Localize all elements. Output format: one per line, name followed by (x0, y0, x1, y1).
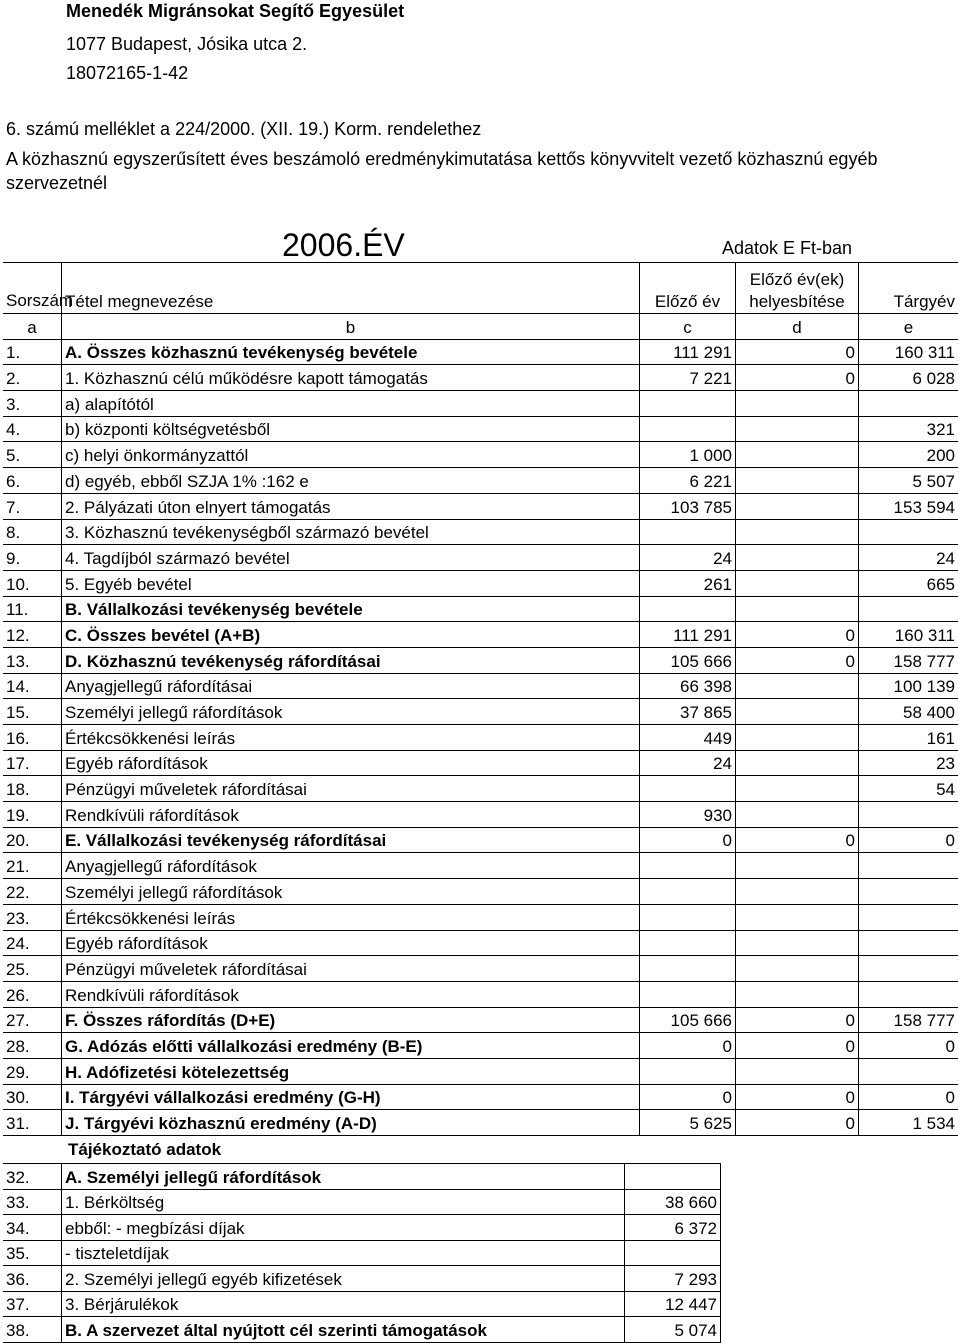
row-previous-year: 0 (640, 1033, 736, 1059)
row-number: 19. (3, 802, 62, 828)
row-number: 17. (3, 750, 62, 776)
row-number: 6. (3, 468, 62, 494)
row-number: 12. (3, 622, 62, 648)
info-row-number: 36. (3, 1266, 62, 1292)
row-label: Személyi jellegű ráfordítások (62, 699, 640, 725)
table-row (3, 647, 958, 673)
row-previous-year: 103 785 (640, 493, 736, 519)
table-row (3, 1058, 958, 1084)
row-previous-year: 930 (640, 802, 736, 828)
column-letter-c: c (640, 314, 736, 340)
row-label: F. Összes ráfordítás (D+E) (62, 1007, 640, 1033)
table-row (3, 853, 958, 879)
row-current-year: 200 (859, 442, 959, 468)
table-row (3, 827, 958, 853)
row-correction (736, 904, 859, 930)
organization-name: Menedék Migránsokat Segítő Egyesület (66, 1, 405, 21)
row-label: Pénzügyi műveletek ráfordításai (62, 956, 640, 982)
row-correction (736, 956, 859, 982)
row-label: Értékcsökkenési leírás (62, 725, 640, 751)
annex-reference: 6. számú melléklet a 224/2000. (XII. 19.) Korm. rendelethez (6, 119, 482, 139)
row-correction: 0 (736, 647, 859, 673)
row-previous-year (640, 956, 736, 982)
unit-note: Adatok E Ft-ban (722, 238, 853, 258)
info-row-label: B. A szervezet által nyújtott cél szerinti támogatások (62, 1317, 625, 1343)
row-number: 16. (3, 725, 62, 751)
row-label: Értékcsökkenési leírás (62, 904, 640, 930)
table-row (3, 339, 958, 365)
table-row (3, 622, 958, 648)
row-number: 23. (3, 904, 62, 930)
info-row-label: 1. Bérköltség (62, 1189, 625, 1215)
row-previous-year: 449 (640, 725, 736, 751)
table-row (3, 725, 958, 751)
row-label: b) központi költségvetésből (62, 416, 640, 442)
table-row (3, 468, 958, 494)
row-label: 3. Közhasznú tevékenységből származó bevétel (62, 519, 640, 545)
column-letter-b: b (62, 314, 640, 340)
table-row (3, 981, 958, 1007)
table-row (3, 802, 958, 828)
info-row-label: 2. Személyi jellegű egyéb kifizetések (62, 1266, 625, 1292)
table-row (3, 673, 958, 699)
row-current-year: 0 (859, 1033, 959, 1059)
table-row (3, 879, 958, 905)
row-previous-year (640, 981, 736, 1007)
row-number: 15. (3, 699, 62, 725)
row-label: 4. Tagdíjból származó bevétel (62, 545, 640, 571)
row-previous-year (640, 596, 736, 622)
row-number: 9. (3, 545, 62, 571)
row-number: 31. (3, 1110, 62, 1136)
table-row (3, 416, 958, 442)
row-previous-year: 66 398 (640, 673, 736, 699)
row-current-year (859, 391, 959, 417)
info-row-label: 3. Bérjárulékok (62, 1291, 625, 1317)
row-previous-year (640, 1058, 736, 1084)
info-row-number: 38. (3, 1317, 62, 1343)
row-current-year: 0 (859, 827, 959, 853)
info-table (3, 1163, 721, 1343)
row-number: 18. (3, 776, 62, 802)
organization-tax-id: 18072165-1-42 (66, 63, 189, 83)
row-correction (736, 468, 859, 494)
row-number: 29. (3, 1058, 62, 1084)
row-current-year: 58 400 (859, 699, 959, 725)
row-number: 21. (3, 853, 62, 879)
row-previous-year (640, 416, 736, 442)
table-row (3, 519, 958, 545)
header-serial: Sorszám (3, 263, 62, 314)
row-correction (736, 570, 859, 596)
row-previous-year: 105 666 (640, 647, 736, 673)
row-current-year (859, 596, 959, 622)
row-current-year (859, 519, 959, 545)
info-row-number: 34. (3, 1215, 62, 1241)
row-label: Egyéb ráfordítások (62, 930, 640, 956)
row-previous-year: 0 (640, 827, 736, 853)
info-row-number: 37. (3, 1291, 62, 1317)
row-current-year (859, 879, 959, 905)
row-current-year: 24 (859, 545, 959, 571)
table-row (3, 1084, 958, 1110)
info-row-label: ebből: - megbízási díjak (62, 1215, 625, 1241)
row-label: Rendkívüli ráfordítások (62, 802, 640, 828)
row-correction: 0 (736, 1110, 859, 1136)
header-correction: Előző év(ek) helyesbítése (736, 263, 859, 314)
row-current-year: 161 (859, 725, 959, 751)
row-correction (736, 442, 859, 468)
row-number: 22. (3, 879, 62, 905)
row-number: 3. (3, 391, 62, 417)
row-current-year: 665 (859, 570, 959, 596)
row-correction: 0 (736, 827, 859, 853)
info-row-label: - tiszteletdíjak (62, 1240, 625, 1266)
row-previous-year (640, 930, 736, 956)
row-previous-year: 6 221 (640, 468, 736, 494)
info-row-value: 6 372 (625, 1215, 721, 1241)
row-label: Rendkívüli ráfordítások (62, 981, 640, 1007)
row-label: I. Tárgyévi vállalkozási eredmény (G-H) (62, 1084, 640, 1110)
info-row-label: A. Személyi jellegű ráfordítások (62, 1164, 625, 1190)
row-number: 5. (3, 442, 62, 468)
row-current-year (859, 981, 959, 1007)
row-label: A. Összes közhasznú tevékenység bevétele (62, 339, 640, 365)
row-number: 2. (3, 365, 62, 391)
header-item-name: Tétel megnevezése (62, 263, 640, 314)
info-row-value: 5 074 (625, 1317, 721, 1343)
row-number: 20. (3, 827, 62, 853)
row-label: Anyagjellegű ráfordítások (62, 853, 640, 879)
year-title: 2006.ÉV (282, 227, 405, 263)
info-row (3, 1189, 721, 1215)
info-row (3, 1215, 721, 1241)
row-label: Pénzügyi műveletek ráfordításai (62, 776, 640, 802)
row-correction (736, 699, 859, 725)
row-label: 5. Egyéb bevétel (62, 570, 640, 596)
row-correction (736, 596, 859, 622)
row-correction (736, 750, 859, 776)
row-previous-year: 105 666 (640, 1007, 736, 1033)
row-number: 27. (3, 1007, 62, 1033)
header-previous-year: Előző év (640, 263, 736, 314)
column-letter-row (3, 314, 958, 340)
row-current-year: 54 (859, 776, 959, 802)
row-label: E. Vállalkozási tevékenység ráfordításai (62, 827, 640, 853)
row-correction (736, 1058, 859, 1084)
row-number: 26. (3, 981, 62, 1007)
row-correction (736, 853, 859, 879)
row-label: G. Adózás előtti vállalkozási eredmény (B-E) (62, 1033, 640, 1059)
row-correction (736, 879, 859, 905)
table-row (3, 1007, 958, 1033)
row-previous-year: 0 (640, 1084, 736, 1110)
row-label: 2. Pályázati úton elnyert támogatás (62, 493, 640, 519)
info-row-number: 35. (3, 1240, 62, 1266)
row-correction: 0 (736, 365, 859, 391)
row-current-year (859, 930, 959, 956)
row-previous-year: 5 625 (640, 1110, 736, 1136)
row-previous-year: 261 (640, 570, 736, 596)
row-correction (736, 391, 859, 417)
table-row (3, 596, 958, 622)
info-row-value (625, 1240, 721, 1266)
row-label: Személyi jellegű ráfordítások (62, 879, 640, 905)
table-row (3, 1033, 958, 1059)
info-row (3, 1317, 721, 1343)
row-number: 24. (3, 930, 62, 956)
row-number: 11. (3, 596, 62, 622)
info-row (3, 1291, 721, 1317)
header-current-year: Tárgyév (859, 263, 959, 314)
row-current-year: 1 534 (859, 1110, 959, 1136)
row-correction (736, 725, 859, 751)
row-previous-year: 24 (640, 545, 736, 571)
column-letter-d: d (736, 314, 859, 340)
info-row-value: 12 447 (625, 1291, 721, 1317)
row-label: 1. Közhasznú célú működésre kapott támogatás (62, 365, 640, 391)
row-number: 14. (3, 673, 62, 699)
row-number: 10. (3, 570, 62, 596)
row-previous-year: 111 291 (640, 339, 736, 365)
row-correction: 0 (736, 622, 859, 648)
row-current-year (859, 904, 959, 930)
table-header-row (3, 263, 958, 314)
row-current-year: 0 (859, 1084, 959, 1110)
table-row (3, 1110, 958, 1136)
row-correction: 0 (736, 339, 859, 365)
row-previous-year: 24 (640, 750, 736, 776)
row-correction (736, 673, 859, 699)
row-label: a) alapítótól (62, 391, 640, 417)
row-label: Anyagjellegű ráfordításai (62, 673, 640, 699)
row-correction (736, 416, 859, 442)
row-number: 25. (3, 956, 62, 982)
table-row (3, 776, 958, 802)
row-correction (736, 493, 859, 519)
row-label: B. Vállalkozási tevékenység bevétele (62, 596, 640, 622)
table-row (3, 699, 958, 725)
column-letter-a: a (3, 314, 62, 340)
row-label: C. Összes bevétel (A+B) (62, 622, 640, 648)
row-correction (736, 776, 859, 802)
row-current-year: 5 507 (859, 468, 959, 494)
row-current-year: 158 777 (859, 647, 959, 673)
row-correction (736, 930, 859, 956)
row-previous-year: 7 221 (640, 365, 736, 391)
info-row-value: 7 293 (625, 1266, 721, 1292)
row-number: 28. (3, 1033, 62, 1059)
row-previous-year (640, 391, 736, 417)
row-previous-year (640, 776, 736, 802)
row-previous-year: 1 000 (640, 442, 736, 468)
row-current-year: 23 (859, 750, 959, 776)
row-previous-year (640, 853, 736, 879)
row-label: Egyéb ráfordítások (62, 750, 640, 776)
row-correction: 0 (736, 1033, 859, 1059)
info-row-value (625, 1164, 721, 1190)
row-correction: 0 (736, 1007, 859, 1033)
report-description: A közhasznú egyszerűsített éves beszámoló eredménykimutatása kettős könyvvitelt vezető közhasznú egyéb szervezetnél (6, 149, 878, 193)
row-current-year: 160 311 (859, 622, 959, 648)
row-current-year (859, 956, 959, 982)
info-row (3, 1164, 721, 1190)
row-correction (736, 802, 859, 828)
row-previous-year (640, 519, 736, 545)
row-current-year (859, 1058, 959, 1084)
row-label: H. Adófizetési kötelezettség (62, 1058, 640, 1084)
row-label: d) egyéb, ebből SZJA 1% :162 e (62, 468, 640, 494)
table-row (3, 365, 958, 391)
row-current-year (859, 802, 959, 828)
table-row (3, 956, 958, 982)
table-row (3, 904, 958, 930)
table-row (3, 391, 958, 417)
info-row (3, 1266, 721, 1292)
table-row (3, 545, 958, 571)
row-label: c) helyi önkormányzattól (62, 442, 640, 468)
info-row-number: 32. (3, 1164, 62, 1190)
row-current-year: 321 (859, 416, 959, 442)
row-correction (736, 545, 859, 571)
row-current-year (859, 853, 959, 879)
table-row (3, 442, 958, 468)
row-label: J. Tárgyévi közhasznú eredmény (A-D) (62, 1110, 640, 1136)
row-current-year: 158 777 (859, 1007, 959, 1033)
table-row (3, 493, 958, 519)
row-correction (736, 981, 859, 1007)
row-current-year: 153 594 (859, 493, 959, 519)
table-row (3, 930, 958, 956)
row-previous-year: 111 291 (640, 622, 736, 648)
row-current-year: 100 139 (859, 673, 959, 699)
row-number: 1. (3, 339, 62, 365)
row-number: 4. (3, 416, 62, 442)
organization-address: 1077 Budapest, Jósika utca 2. (66, 34, 308, 54)
table-row (3, 750, 958, 776)
row-correction: 0 (736, 1084, 859, 1110)
info-section-title: Tájékoztató adatok (68, 1140, 222, 1159)
income-statement-table (3, 262, 958, 1136)
info-row-number: 33. (3, 1189, 62, 1215)
row-previous-year (640, 904, 736, 930)
row-current-year: 6 028 (859, 365, 959, 391)
table-row (3, 570, 958, 596)
row-label: D. Közhasznú tevékenység ráfordításai (62, 647, 640, 673)
row-previous-year: 37 865 (640, 699, 736, 725)
row-number: 13. (3, 647, 62, 673)
info-row (3, 1240, 721, 1266)
row-number: 30. (3, 1084, 62, 1110)
row-current-year: 160 311 (859, 339, 959, 365)
row-number: 7. (3, 493, 62, 519)
row-number: 8. (3, 519, 62, 545)
row-previous-year (640, 879, 736, 905)
info-row-value: 38 660 (625, 1189, 721, 1215)
row-correction (736, 519, 859, 545)
column-letter-e: e (859, 314, 959, 340)
